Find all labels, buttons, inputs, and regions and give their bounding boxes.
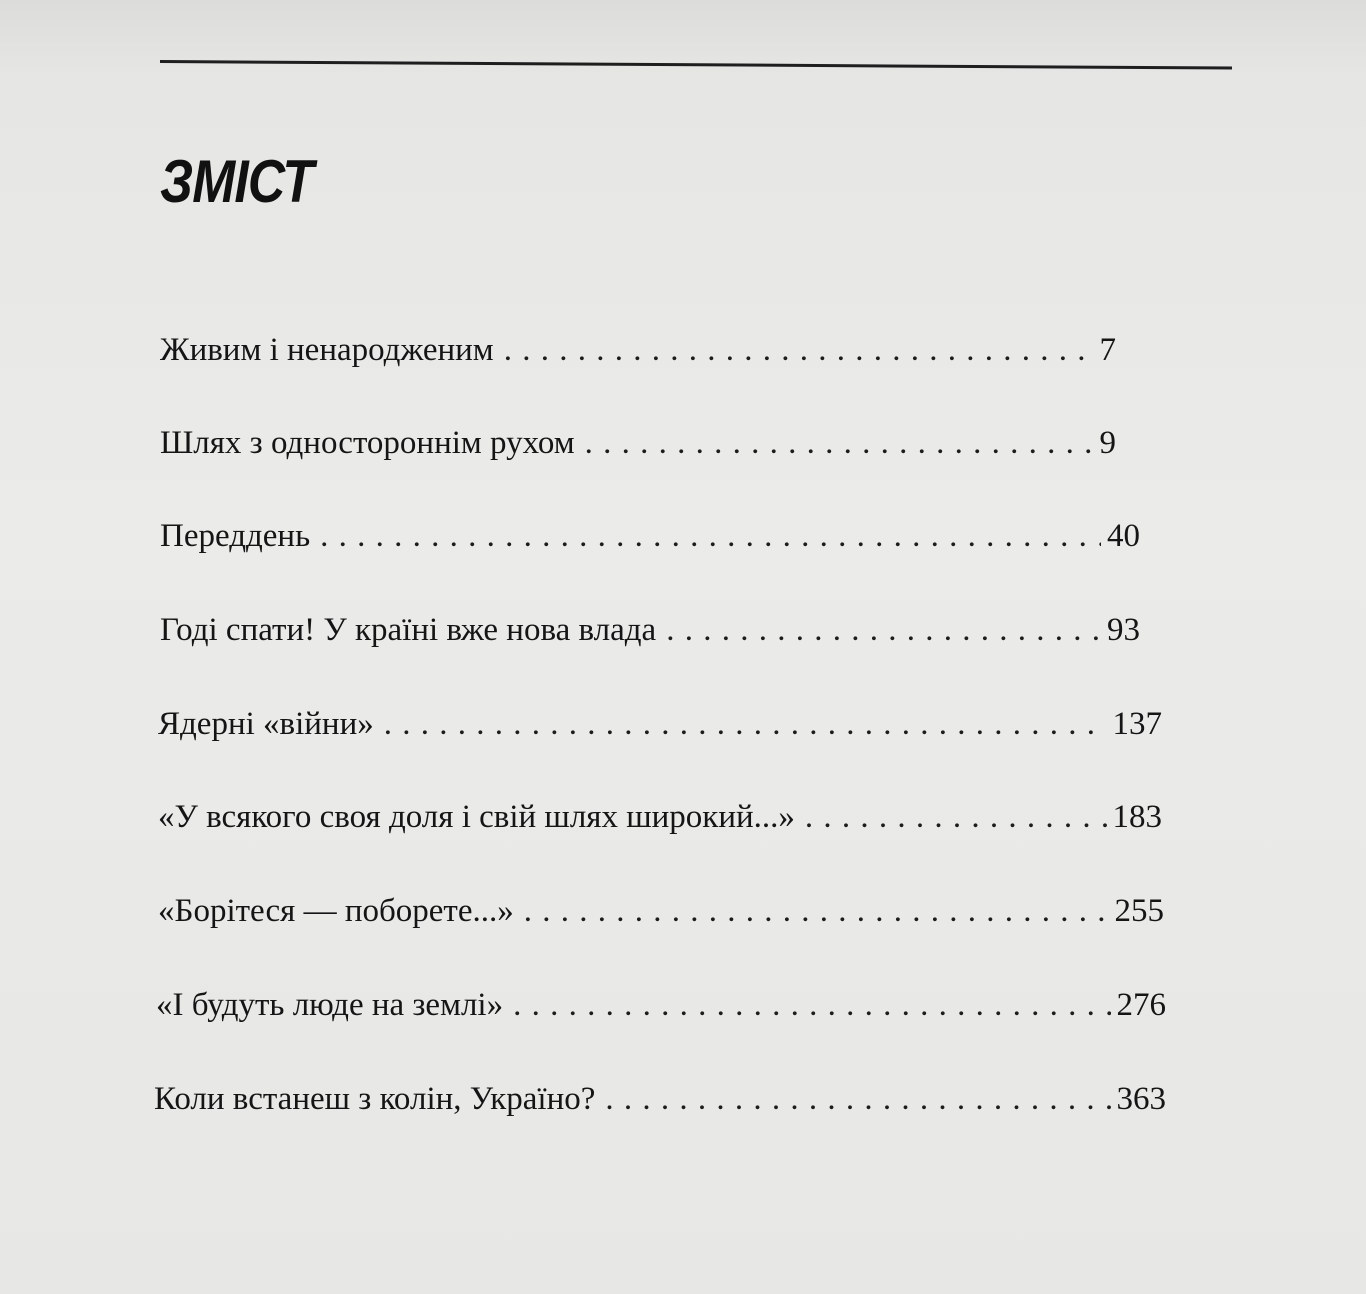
dot-leader [666,610,1101,650]
toc-entry [154,1079,1166,1119]
entry-page-number: 137 [1112,706,1162,742]
toc-entry [158,891,1164,931]
entry-page-number: 40 [1107,518,1140,554]
dot-leader [320,516,1101,556]
entry-page-number: 183 [1112,799,1162,835]
dot-leader [805,797,1107,837]
dot-leader [524,891,1109,931]
dot-leader [384,704,1107,744]
entry-title: «Борітеся — поборете...» [158,893,514,929]
entry-title: Коли встанеш з колін, Україно? [154,1081,596,1117]
entry-title: «І будуть люде на землі» [156,987,504,1023]
toc-entry [160,516,1140,556]
toc-title: ЗМІСТ [160,148,313,215]
entry-title: Ядерні «війни» [158,706,374,742]
entry-page-number: 255 [1114,893,1164,929]
dot-leader [605,1079,1110,1119]
toc-entry [158,704,1162,744]
entry-title: «У всякого своя доля і свій шлях широкий...» [158,799,795,835]
toc-entry [160,330,1116,370]
dot-leader [504,330,1094,370]
toc-entry [158,797,1162,837]
dot-leader [513,985,1110,1025]
entry-page-number: 363 [1116,1081,1166,1117]
toc-entry [160,423,1116,463]
entry-title: Живим і ненародженим [160,332,494,368]
dot-leader [585,423,1094,463]
entry-page-number: 7 [1099,332,1116,368]
entry-title: Переддень [160,518,311,554]
entry-page-number: 276 [1116,987,1166,1023]
entry-title: Шлях з одностороннім рухом [160,425,575,461]
toc-entry [156,985,1166,1025]
entry-title: Годі спати! У країні вже нова влада [160,612,657,648]
entry-page-number: 93 [1107,612,1140,648]
entry-page-number: 9 [1099,425,1116,461]
header-rule [160,60,1232,70]
toc-entry [160,610,1140,650]
